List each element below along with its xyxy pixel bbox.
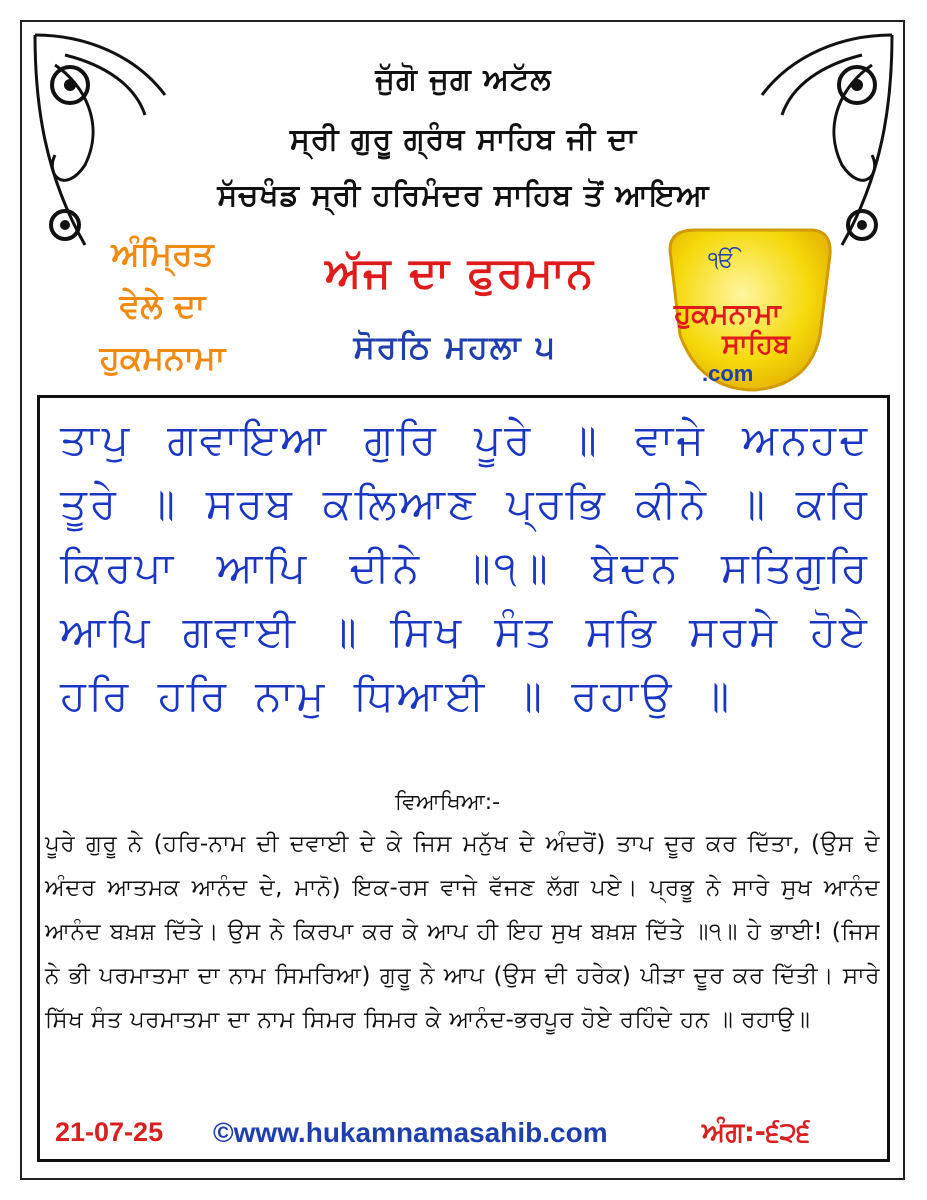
vyakhya-heading: ਵਿਆਖਿਆ:- — [395, 790, 501, 815]
header-line-1: ਜੁੱਗੋ ਜੁਗ ਅਟੱਲ — [375, 62, 552, 97]
footer-date: 21-07-25 — [55, 1117, 164, 1147]
footer-ang-number: ਅੰਗ:-੬੨੬ — [702, 1117, 811, 1148]
header-line-3: ਸੱਚਖੰਡ ਸ੍ਰੀ ਹਰਿਮੰਦਰ ਸਾਹਿਬ ਤੋਂ ਆਇਆ — [217, 178, 710, 213]
amrit-line-1: ਅੰਮ੍ਰਿਤ — [111, 234, 214, 273]
hukamnama-sahib-logo — [660, 225, 835, 395]
khanda-icon: ੴ — [708, 248, 735, 273]
vyakhya-text: ਪੂਰੇ ਗੁਰੂ ਨੇ (ਹਰਿ-ਨਾਮ ਦੀ ਦਵਾਈ ਦੇ ਕੇ ਜਿਸ ਮਨੁੱਖ ਦੇ ਅੰਦਰੋਂ) ਤਾਪ ਦੂਰ ਕਰ ਦਿੱਤਾ, (ਉਸ ਦੇ ਅੰਦਰ ਆਤਮਕ ਆਨੰਦ ਦੇ, ਮਾਨੋ) ਇਕ-ਰਸ ਵਾਜੇ ਵੱਜਣ ਲੱਗ ਪਏ। ਪ੍ਰਭੂ ਨੇ ਸਾਰੇ ਸੁਖ ਆਨੰਦ ਆਨੰਦ ਬਖ਼ਸ਼ ਦਿੱਤੇ। ਉਸ ਨੇ ਕਿਰਪਾ ਕਰ ਕੇ ਆਪ ਹੀ ਇਹ ਸੁਖ ਬਖ਼ਸ਼ ਦਿੱਤੇ ॥੧॥ ਹੇ ਭਾਈ! (ਜਿਸ ਨੇ ਭੀ ਪਰਮਾਤਮਾ ਦਾ ਨਾਮ ਸਿਮਰਿਆ) ਗੁਰੂ ਨੇ ਆਪ (ਉਸ ਦੀ ਹਰੇਕ) ਪੀੜਾ ਦੂਰ ਕਰ ਦਿੱਤੀ। ਸਾਰੇ ਸਿੱਖ ਸੰਤ ਪਰਮਾਤਮਾ ਦਾ ਨਾਮ ਸਿਮਰ ਸਿਮਰ ਕੇ ਆਨੰਦ-ਭਰਪੂਰ ਹੋਏ ਰਹਿੰਦੇ ਹਨ ॥ ਰਹਾਉ॥ — [45, 831, 880, 1033]
footer-website-link[interactable]: ©www.hukamnamasahib.com — [213, 1117, 608, 1148]
logo-line-3: .com — [702, 361, 754, 386]
page-title: ਅੱਜ ਦਾ ਫੁਰਮਾਨ — [325, 248, 595, 297]
amrit-line-2: ਵੇਲੇ ਦਾ — [119, 286, 206, 325]
raag-heading: ਸੋਰਠਿ ਮਹਲਾ ੫ — [353, 328, 557, 366]
amrit-line-3: ਹੁਕਮਨਾਮਾ — [99, 338, 226, 377]
amrit-vele-label — [55, 228, 270, 384]
logo-line-2: ਸਾਹਿਬ — [722, 329, 790, 360]
gurbani-text: ਤਾਪੁ ਗਵਾਇਆ ਗੁਰਿ ਪੂਰੇ ॥ ਵਾਜੇ ਅਨਹਦ ਤੂਰੇ ॥ ਸਰਬ ਕਲਿਆਣ ਪ੍ਰਭਿ ਕੀਨੇ ॥ ਕਰਿ ਕਿਰਪਾ ਆਪਿ ਦੀਨੇ ॥੧॥ ਬੇਦਨ ਸਤਿਗੁਰਿ ਆਪਿ ਗਵਾਈ ॥ ਸਿਖ ਸੰਤ ਸਭਿ ਸਰਸੇ ਹੋਏ ਹਰਿ ਹਰਿ ਨਾਮੁ ਧਿਆਈ ॥ ਰਹਾਉ ॥ — [60, 415, 870, 720]
logo-line-1: ਹੁਕਮਨਾਮਾ — [674, 297, 781, 330]
header-line-2: ਸ੍ਰੀ ਗੁਰੂ ਗ੍ਰੰਥ ਸਾਹਿਬ ਜੀ ਦਾ — [289, 122, 638, 157]
